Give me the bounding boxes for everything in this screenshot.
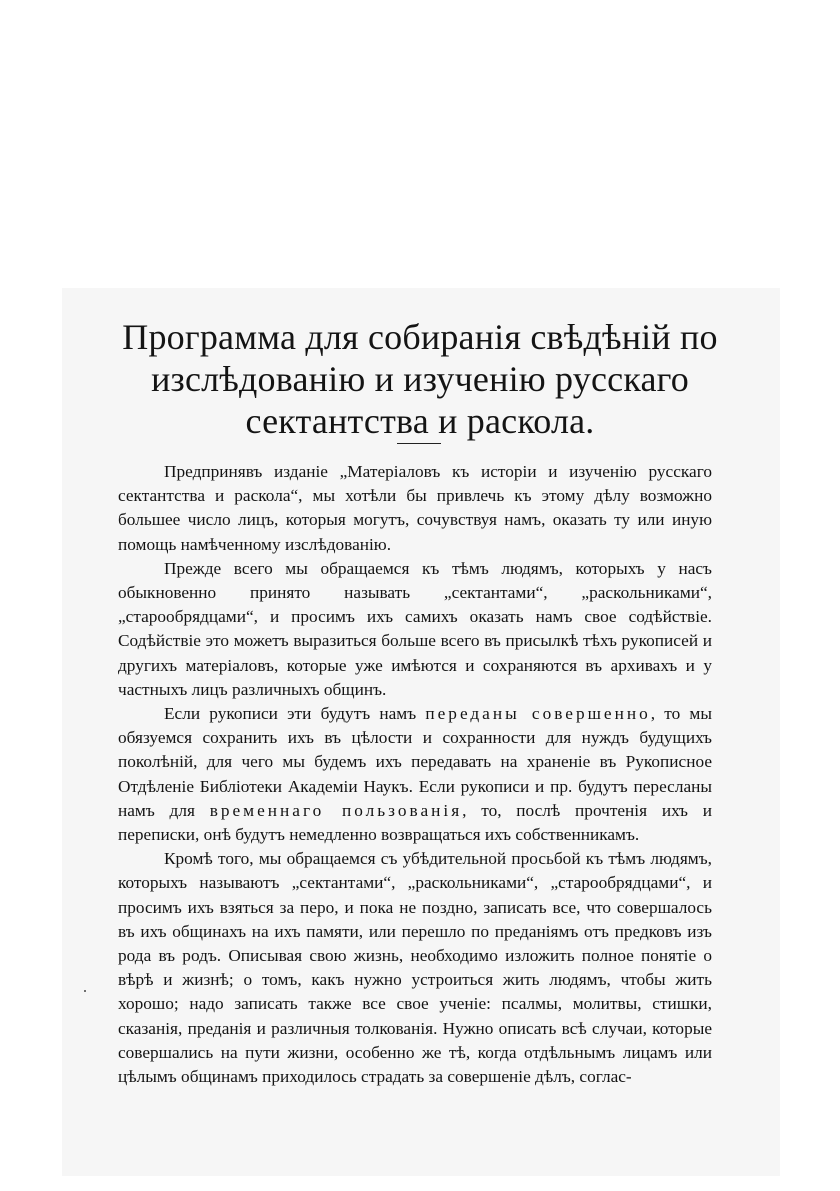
title-divider: [397, 443, 441, 444]
margin-speck: [84, 990, 86, 992]
paragraph-2: Прежде всего мы обращаемся къ тѣмъ людямъ, которыхъ у насъ обыкновенно принято называть „сектантами“, „раскольниками“, „старообрядцами“, и просимъ ихъ самихъ оказать намъ свое содѣйствіе. Содѣйствіе это можетъ выразиться больше всего въ присылкѣ тѣхъ рукописей и другихъ матеріаловъ, которые уже имѣются и сохраняются въ архивахъ и у частныхъ лицъ различныхъ общинъ.: [118, 558, 712, 699]
body-text: [118, 460, 712, 1089]
paragraph-3: [118, 702, 712, 847]
emphasis-transferred-completely: переданы совершенно: [425, 704, 651, 724]
paragraph-4: Кромѣ того, мы обращаемся съ убѣдительной просьбой къ тѣмъ людямъ, которыхъ называютъ „сектантами“, „раскольниками“, „старообрядцами“, и просимъ ихъ взяться за перо, и пока не поздно, записать все, что совершалось въ ихъ общинахъ на ихъ памяти, или перешло по преданіямъ отъ предковъ изъ рода въ родъ. Описывая свою жизнь, необходимо изложить полное понятіе о вѣрѣ и жизнѣ; о томъ, какъ нужно устроиться жить людямъ, чтобы жить хорошо; надо записать также все свое ученіе: псалмы, молитвы, стишки, сказанія, преданія и различныя толкованія. Нужно описать всѣ случаи, которые совершались на пути жизни, особенно же тѣ, когда отдѣльнымъ лицамъ или цѣлымъ общинамъ приходилось страдать за совершеніе дѣлъ, соглас-: [118, 849, 712, 1087]
paragraph-3-text-a: Если рукописи эти будутъ намъ: [164, 704, 426, 724]
paragraph-3-text-b: , то мы обязуемся сохранить ихъ въ цѣлости и сохранности для нуждъ будущихъ поколѣній, для чего мы будемъ ихъ передавать на храненіе въ Рукописное Отдѣленіе Библіотеки Академіи Наукъ. Если рукописи и пр. будутъ пересланы намъ для: [118, 704, 712, 820]
emphasis-temporary-use: временнаго пользованія: [209, 800, 463, 820]
paragraph-1: Предпринявъ изданіе „Матеріаловъ къ исторіи и изученію русскаго сектантства и раскола“, мы хотѣли бы привлечь къ этому дѣлу возможно большее число лицъ, которыя могутъ, сочувствуя намъ, оказать ту или иную помощь намѣченному изслѣдованію.: [118, 462, 712, 554]
page-title: Программа для собиранія свѣдѣній по изслѣдованію и изученію русскаго сектантства и раскола.: [122, 317, 718, 441]
paragraph-3-text-c: , то, послѣ прочтенія ихъ и переписки, онѣ будутъ немедленно возвращаться ихъ собственникамъ.: [118, 800, 713, 845]
